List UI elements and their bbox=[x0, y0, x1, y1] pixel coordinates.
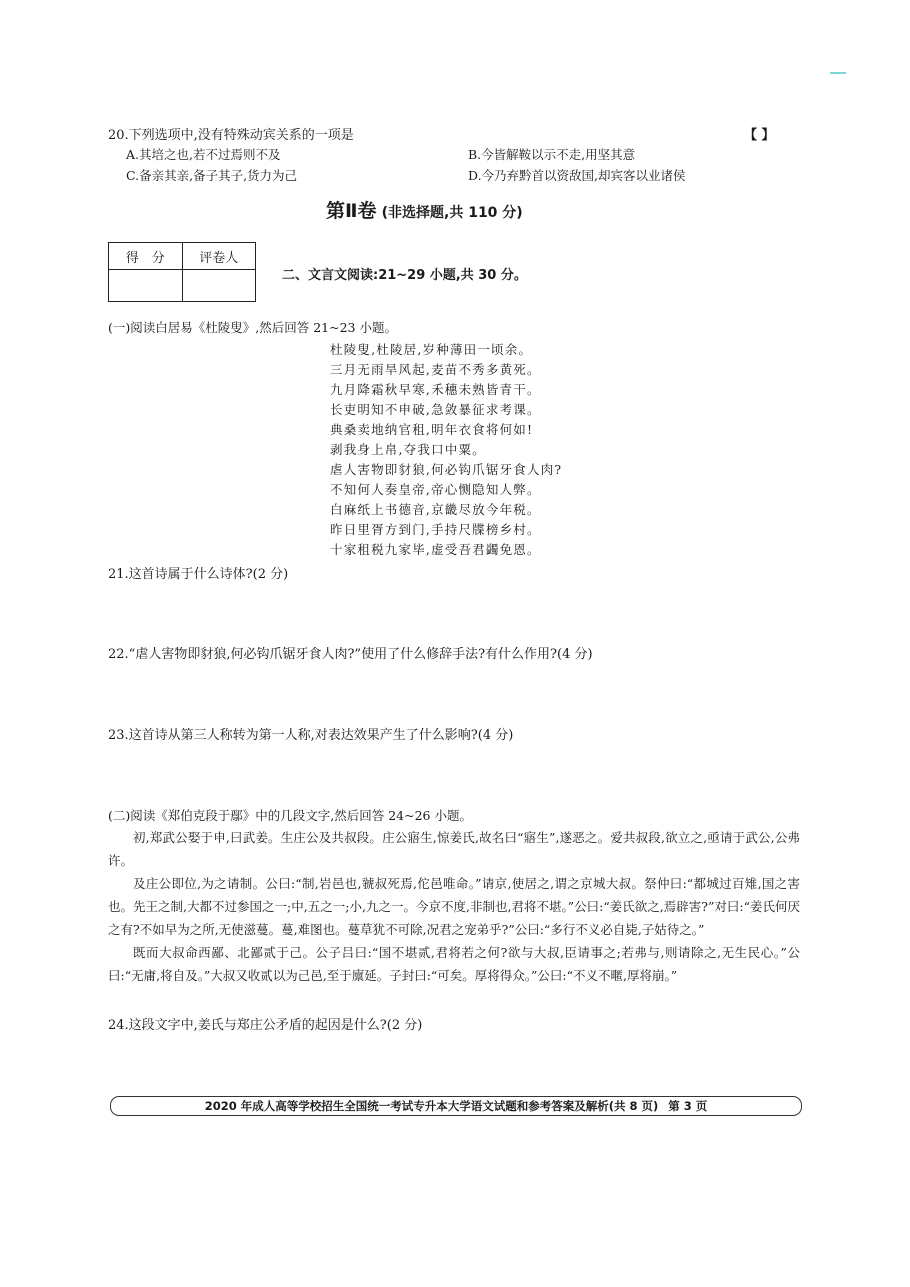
passage-paragraph: 初,郑武公娶于申,曰武姜。生庄公及共叔段。庄公寤生,惊姜氏,故名曰“寤生”,遂恶之。爱共叔段,欲立之,亟请于武公,公弗许。 bbox=[108, 830, 800, 868]
page-number: 第 3 页 bbox=[668, 1099, 708, 1113]
passage-paragraph: 及庄公即位,为之请制。公曰:“制,岩邑也,虢叔死焉,佗邑唯命。”请京,使居之,谓之京城大叔。祭仲曰:“都城过百雉,国之害也。先王之制,大都不过参国之一;中,五之一;小,九之一。今京不度,非制也,君将不堪。”公曰:“姜氏欲之,焉辟害?”对曰:“姜氏何厌之有?不如早为之所,无使滋蔓。蔓,难图也。蔓草犹不可除,况君之宠弟乎?”公曰:“多行不义必自毙,子姑待之。” bbox=[108, 876, 800, 937]
poem-line: 典桑卖地纳官租,明年衣食将何如! bbox=[330, 422, 534, 437]
poem-line: 剥我身上帛,夺我口中粟。 bbox=[330, 442, 486, 457]
question-24: 24.这段文字中,姜氏与郑庄公矛盾的起因是什么?(2 分) bbox=[108, 1018, 423, 1033]
question-22: 22.“虐人害物即豺狼,何必钩爪锯牙食人肉?”使用了什么修辞手法?有什么作用?(4 分) bbox=[108, 647, 593, 662]
poem-line: 杜陵叟,杜陵居,岁种薄田一顷余。 bbox=[330, 342, 533, 357]
poem-line: 十家租税九家毕,虚受吾君蠲免恩。 bbox=[330, 542, 541, 557]
poem-line: 昨日里胥方到门,手持尺牒榜乡村。 bbox=[330, 522, 541, 537]
poem-line: 不知何人奏皇帝,帝心恻隐知人弊。 bbox=[330, 482, 541, 497]
poem-line: 三月无雨旱风起,麦苗不秀多黄死。 bbox=[330, 362, 541, 377]
part2-subtitle: (非选择题,共 110 分) bbox=[381, 205, 523, 221]
grader-cell bbox=[182, 270, 256, 302]
grader-header: 评卷人 bbox=[182, 243, 256, 270]
poem-line: 长吏明知不申破,急敛暴征求考课。 bbox=[330, 402, 541, 417]
answer-bracket: 【 】 bbox=[744, 128, 775, 143]
poem-line: 虐人害物即豺狼,何必钩爪锯牙食人肉? bbox=[330, 462, 563, 477]
q20-option-b: B.今皆解鞍以示不走,用坚其意 bbox=[468, 147, 636, 162]
q20-stem: 20.下列选项中,没有特殊动宾关系的一项是 bbox=[108, 128, 354, 143]
question-21: 21.这首诗属于什么诗体?(2 分) bbox=[108, 567, 289, 582]
poem-line: 白麻纸上书德音,京畿尽放今年税。 bbox=[330, 502, 541, 517]
page-footer bbox=[110, 1096, 802, 1116]
score-table bbox=[108, 242, 256, 302]
q20-option-d: D.今乃弃黔首以资敌国,却宾客以业诸侯 bbox=[468, 168, 686, 183]
section2-heading: 二、文言文阅读:21~29 小题,共 30 分。 bbox=[282, 268, 527, 283]
q20-option-a: A.其培之也,若不过焉则不及 bbox=[126, 147, 281, 162]
footer-title: 2020 年成人高等学校招生全国统一考试专升本大学语文试题和参考答案及解析(共 8 页) bbox=[204, 1099, 659, 1113]
part2-heading bbox=[326, 196, 523, 223]
part2-title: 第Ⅱ卷 bbox=[326, 200, 377, 222]
corner-mark bbox=[830, 72, 846, 74]
reading2-passage bbox=[108, 826, 800, 987]
poem-line: 九月降霜秋早寒,禾穗未熟皆青干。 bbox=[330, 382, 541, 397]
score-cell bbox=[109, 270, 183, 302]
question-23: 23.这首诗从第三人称转为第一人称,对表达效果产生了什么影响?(4 分) bbox=[108, 728, 514, 743]
reading2-intro: (二)阅读《郑伯克段于鄢》中的几段文字,然后回答 24~26 小题。 bbox=[108, 808, 472, 823]
q20-option-c: C.备亲其亲,备子其子,货力为己 bbox=[126, 168, 298, 183]
score-header: 得 分 bbox=[109, 243, 183, 270]
reading1-intro: (一)阅读白居易《杜陵叟》,然后回答 21~23 小题。 bbox=[108, 320, 397, 335]
passage-paragraph: 既而大叔命西鄙、北鄙贰于己。公子吕曰:“国不堪贰,君将若之何?欲与大叔,臣请事之;若弗与,则请除之,无生民心。”公曰:“无庸,将自及。”大叔又收贰以为己邑,至于廪延。子封曰:“可矣。厚将得众。”公曰:“不义不暱,厚将崩。” bbox=[108, 945, 800, 983]
